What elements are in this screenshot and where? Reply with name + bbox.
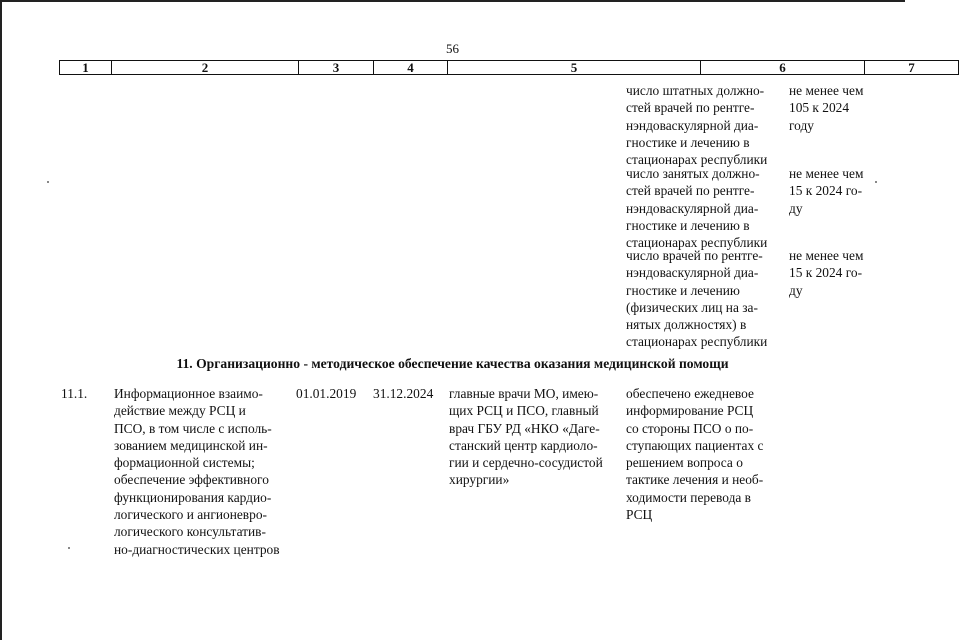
item-name: Информационное взаимо- действие между РСЦ и ПСО, в том числе с исполь- зованием медицинской ин- формационной системы; обеспечение эффективного функционирования кардио- логического и ангионевро- логического консультатив- но-диагностических центров	[114, 386, 280, 557]
column-number-7: 7	[865, 61, 959, 75]
target-occupied-positions: не менее чем 15 к 2024 го- ду	[789, 166, 864, 216]
column-number-3: 3	[299, 61, 374, 75]
item-result: обеспечено ежедневое информирование РСЦ со стороны ПСО о по- ступающих пациентах с решением вопроса о тактике лечения и необ- ходимости перевода в РСЦ	[626, 386, 764, 523]
column-number-6: 6	[701, 61, 865, 75]
target-staff-positions: не менее чем 105 к 2024 году	[789, 83, 864, 133]
scan-speck	[47, 181, 49, 183]
column-header-row	[59, 60, 959, 75]
column-number-2: 2	[112, 61, 299, 75]
item-start-date: 01.01.2019	[296, 386, 357, 401]
indicator-physicians-count: число врачей по рентге- нэндоваскулярной диа- гностике и лечению (физических лиц на за- нятых должностях) в стационарах республики	[626, 248, 768, 350]
scan-speck	[68, 547, 70, 549]
scan-edge-top	[0, 0, 905, 2]
indicator-occupied-positions: число занятых должно- стей врачей по рентге- нэндоваскулярной диа- гностике и лечению в стационарах республики	[626, 166, 768, 251]
indicator-staff-positions: число штатных должно- стей врачей по рентге- нэндоваскулярной диа- гностике и лечению в стационарах республики	[626, 83, 768, 168]
scan-speck	[875, 181, 877, 183]
target-physicians-count: не менее чем 15 к 2024 го- ду	[789, 248, 864, 298]
item-number: 11.1.	[61, 386, 88, 401]
section-heading: 11. Организационно - методическое обеспечение качества оказания медицинской помощи	[176, 356, 729, 371]
item-end-date: 31.12.2024	[373, 386, 434, 401]
column-number-5: 5	[448, 61, 701, 75]
scan-edge-left	[0, 0, 2, 640]
item-responsible: главные врачи МО, имею- щих РСЦ и ПСО, главный врач ГБУ РД «НКО «Даге- станский центр кардиоло- гии и сердечно-сосудистой хирургии»	[449, 386, 603, 488]
column-number-4: 4	[374, 61, 448, 75]
page-number: 56	[446, 41, 459, 56]
column-number-1: 1	[60, 61, 112, 75]
